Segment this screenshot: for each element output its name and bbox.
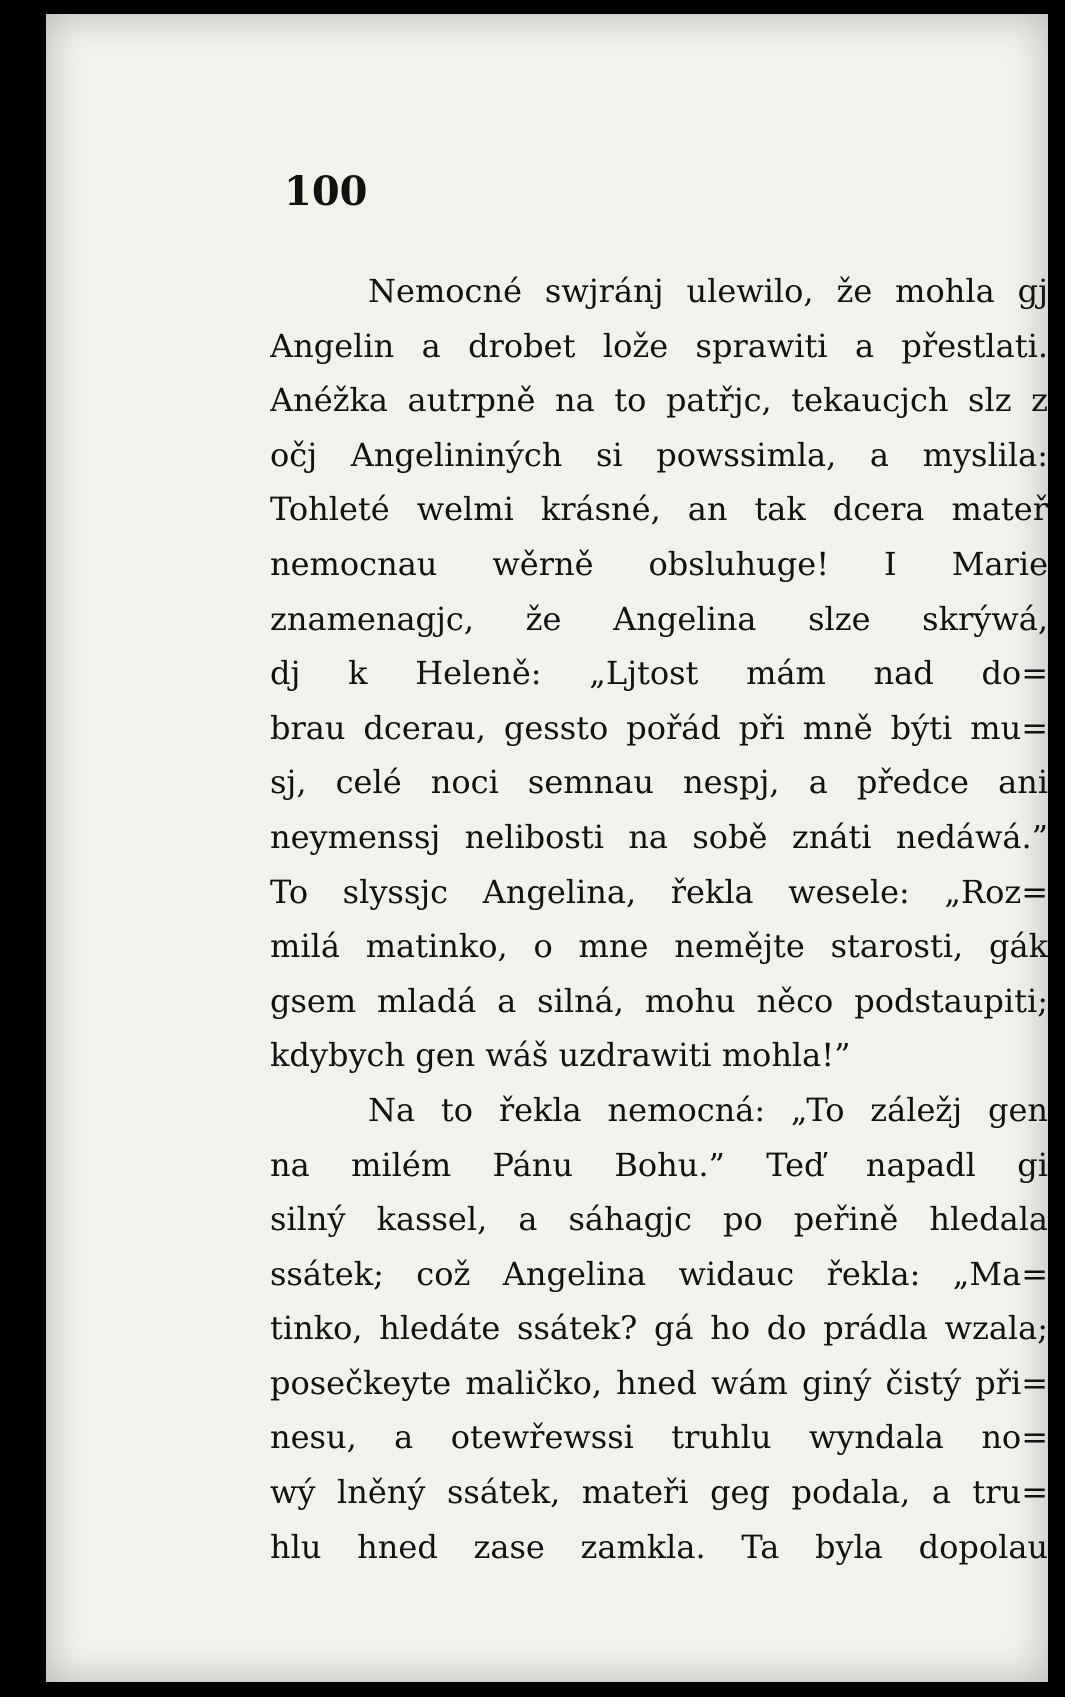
text-line: nemocnau wěrně obsluhuge! I Marie — [270, 544, 1048, 583]
text-line: Tohleté welmi krásné, an tak dcera mateř — [270, 490, 1048, 529]
text-line: Anéžka autrpně na to patřjc, tekaucjch slz z — [270, 381, 1048, 420]
text-line: ssátek; což Angelina widauc řekla: „Ma= — [270, 1254, 1048, 1293]
text-line: brau dcerau, gessto pořád při mně býti mu= — [270, 708, 1048, 747]
text-line: kdybych gen wáš uzdrawiti mohla!” — [270, 1036, 851, 1075]
text-line: na milém Pánu Bohu.” Teď napadl gi — [270, 1145, 1048, 1184]
text-line: tinko, hledáte ssátek? gá ho do prádla wzala; — [270, 1309, 1048, 1348]
text-line: očj Angelininých si powssimla, a myslila: — [270, 435, 1048, 474]
text-line: dj k Heleně: „Ljtost mám nad do= — [270, 654, 1048, 693]
text-line: Na to řekla nemocná: „To záležj gen — [368, 1090, 1048, 1129]
text-line: Nemocné swjránj ulewilo, že mohla gj — [368, 272, 1048, 310]
text-line: sj, celé noci semnau nespj, a předce ani — [270, 763, 1048, 802]
book-page — [46, 14, 1048, 1682]
text-line: milá matinko, o mne nemějte starosti, gák — [270, 927, 1048, 966]
text-line: hlu hned zase zamkla. Ta byla dopolau — [270, 1527, 1048, 1566]
text-line: Angelin a drobet lože sprawiti a přestlati. — [270, 326, 1048, 365]
text-line: posečkeyte maličko, hned wám giný čistý při= — [270, 1363, 1048, 1402]
text-line: nesu, a otewřewssi truhlu wyndala no= — [270, 1418, 1048, 1457]
body-text — [270, 264, 1048, 1574]
text-line: znamenagjc, že Angelina slze skrýwá, — [270, 599, 1048, 638]
text-line: To slyssjc Angelina, řekla wesele: „Roz= — [270, 872, 1048, 911]
text-line: gsem mladá a silná, mohu něco podstaupiti; — [270, 981, 1048, 1020]
text-line: neymenssj nelibosti na sobě znáti nedáwá.” — [270, 817, 1048, 856]
text-line: silný kassel, a sáhagjc po peřině hledala — [270, 1200, 1048, 1239]
page-number: 100 — [284, 168, 368, 215]
text-line: wý lněný ssátek, mateři geg podala, a tru= — [270, 1473, 1048, 1512]
